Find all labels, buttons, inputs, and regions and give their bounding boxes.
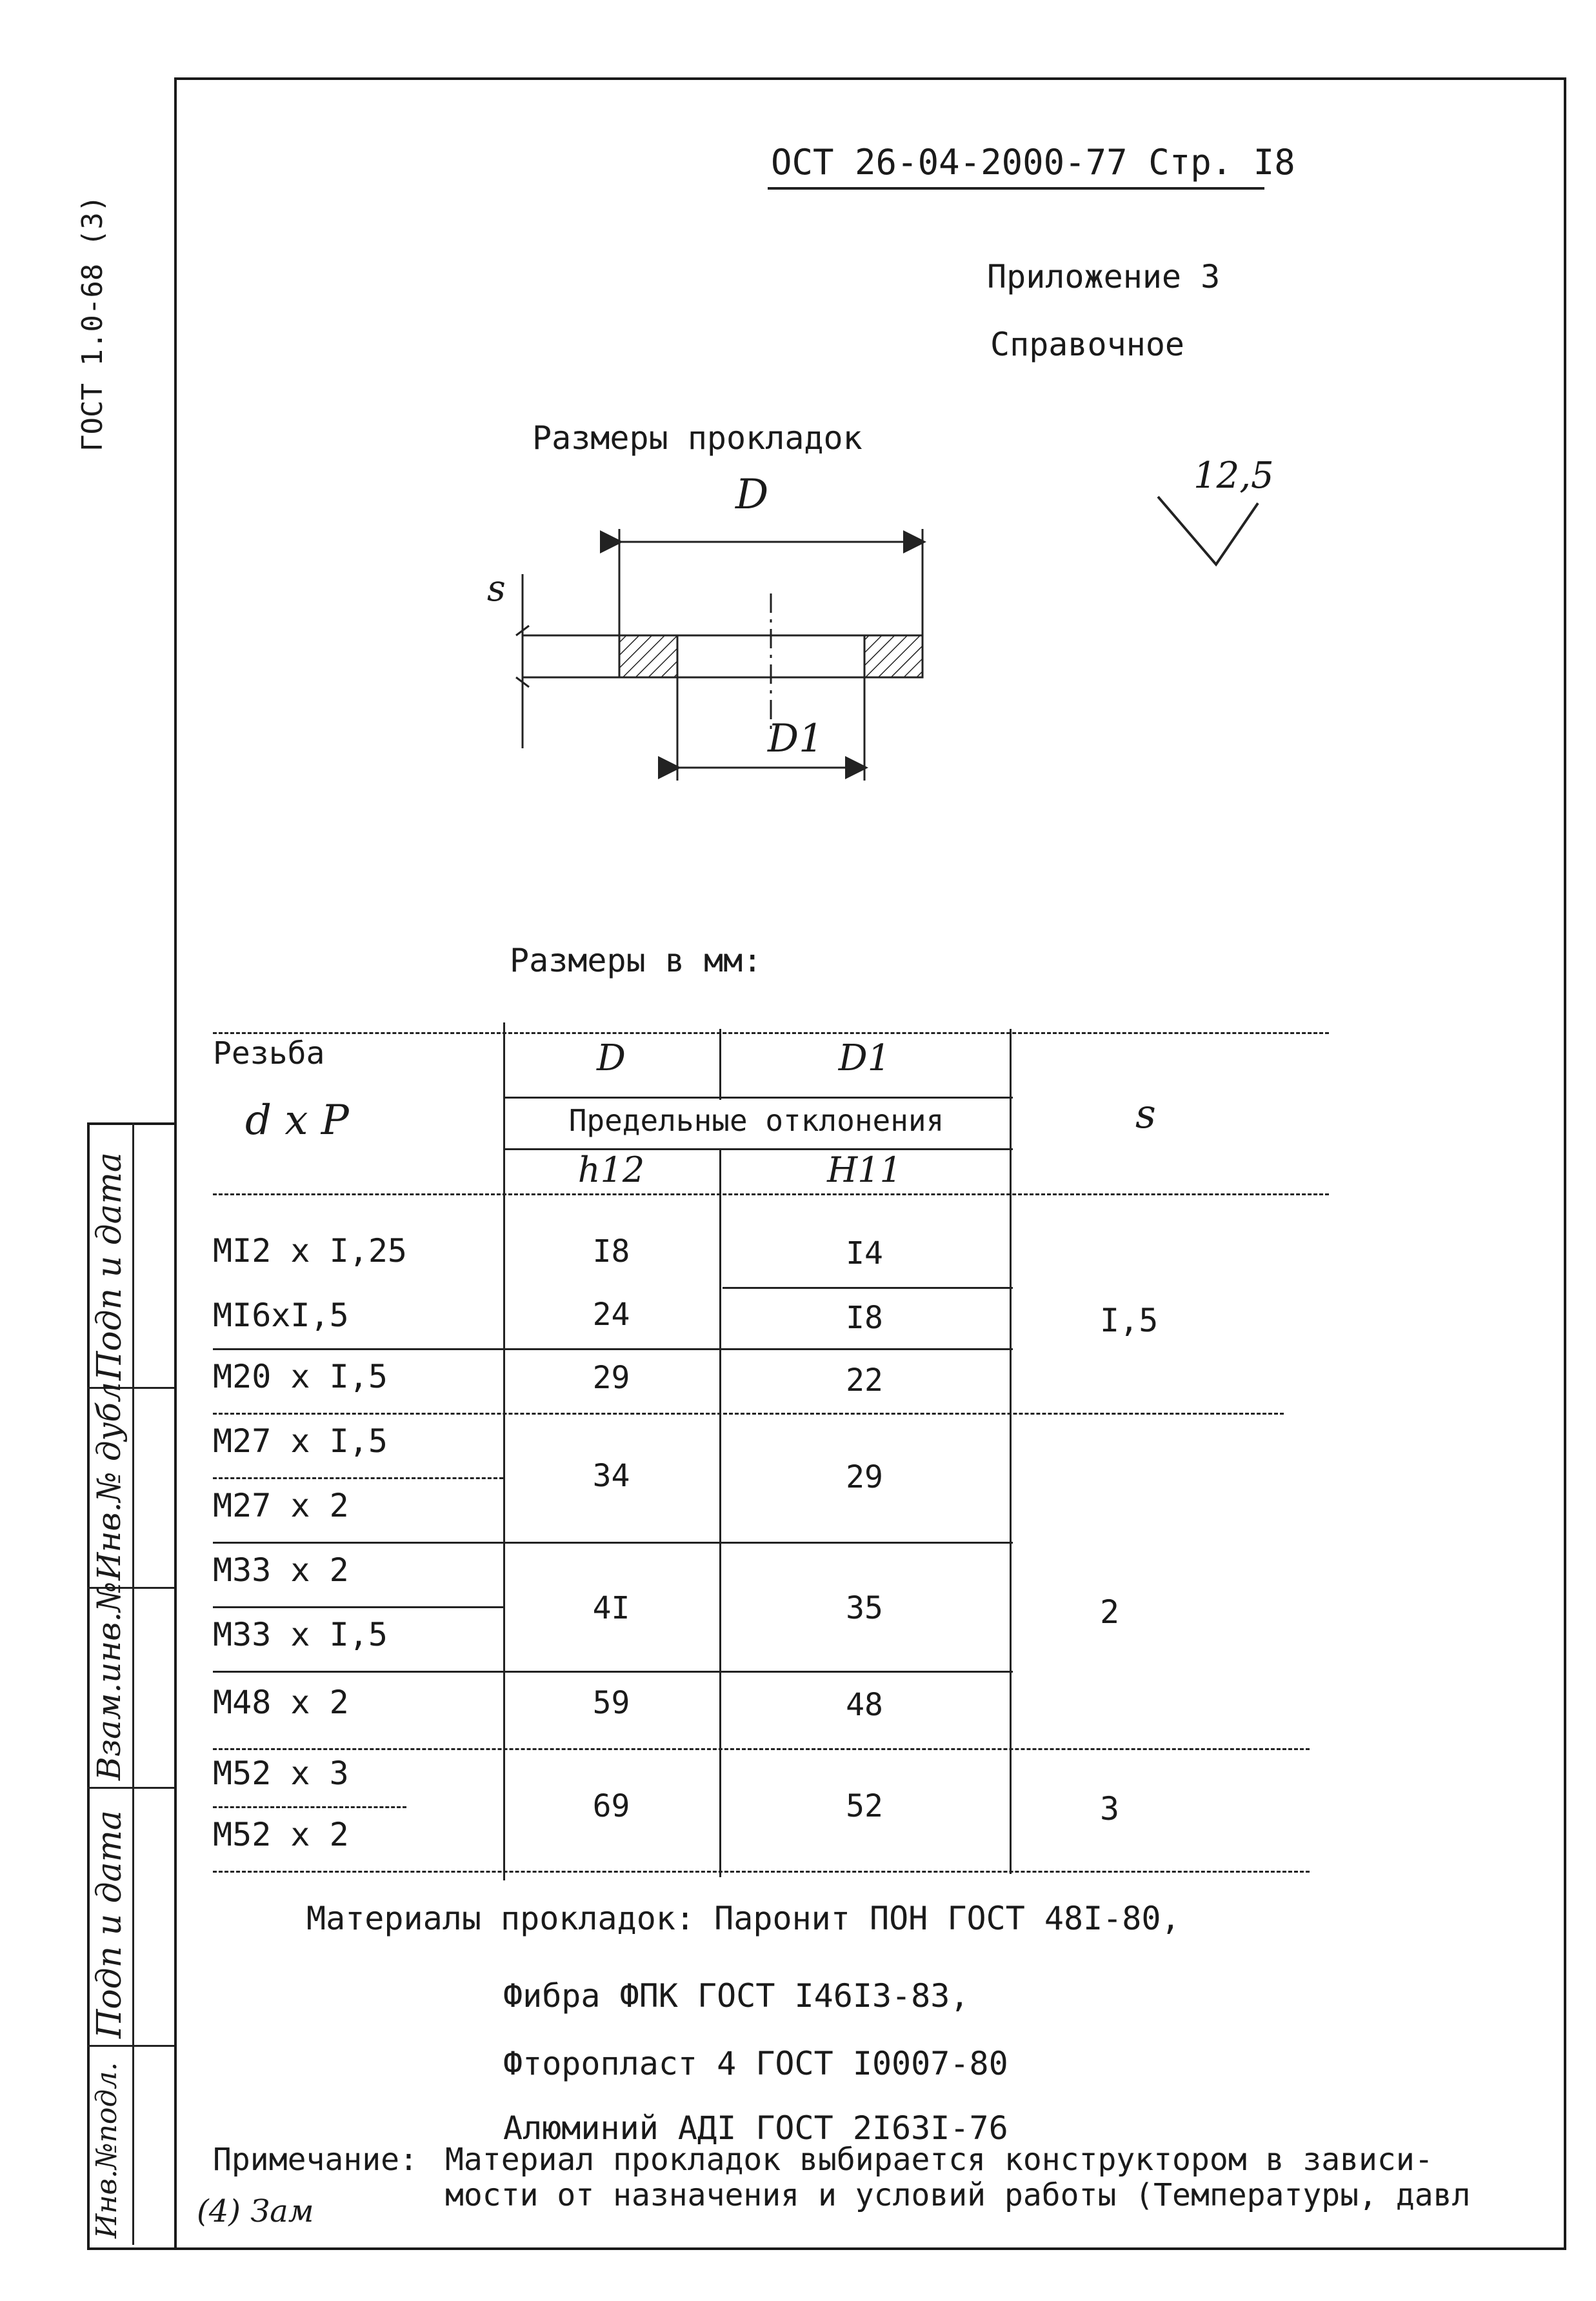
appendix-title: Приложение 3 (987, 258, 1221, 295)
strip-label-sign-date-2: Подп и дата (90, 1810, 129, 2038)
note-line-2: мости от назначения и условий работы (Температуры, давл (445, 2177, 1471, 2213)
strip-divider (87, 1787, 174, 1789)
document-reference: ОСТ 26-04-2000-77 Стр. I8 (771, 142, 1295, 183)
drawing-label-s: s (487, 568, 506, 610)
table-row-line (213, 1413, 1284, 1415)
drawing-title: Размеры прокладок (532, 419, 863, 457)
table-cell-d1: I4 (846, 1235, 883, 1271)
table-cell-thread: M33 x I,5 (213, 1616, 388, 1653)
table-cell-d1: 22 (846, 1362, 883, 1399)
table-row-line (213, 1477, 503, 1479)
table-cell-s: 2 (1100, 1593, 1120, 1631)
header-limit-deviations: Предельные отклонения (568, 1103, 944, 1138)
table-cell-d: 34 (592, 1458, 630, 1494)
table-cell-d: 24 (592, 1297, 630, 1333)
table-cell-d: 4I (592, 1590, 630, 1626)
table-row-line (213, 1806, 406, 1808)
header-tol-d1: H11 (827, 1150, 902, 1190)
table-row-line (213, 1542, 1013, 1544)
strip-inner-line (132, 1122, 134, 2245)
strip-label-inv-dubl: Инв.№ дубл (90, 1382, 128, 1580)
table-cell-d1: 52 (846, 1788, 883, 1824)
materials-line-3: Фторопласт 4 ГОСТ I0007-80 (503, 2045, 1008, 2082)
roughness-value: 12,5 (1193, 455, 1274, 497)
side-stamp: ГОСТ 1.0-68 (3) (76, 195, 109, 452)
note-label: Примечание: (213, 2142, 418, 2178)
note-line-1: Материал прокладок выбирается конструктором в зависи- (445, 2142, 1433, 2178)
materials-line-1: Материалы прокладок: Паронит ПОН ГОСТ 48I-80, (306, 1900, 1181, 1937)
table-cell-s: I,5 (1100, 1302, 1159, 1339)
table-bottom-line (213, 1871, 1310, 1873)
materials-line-2: Фибра ФПК ГОСТ I46I3-83, (503, 1977, 970, 2015)
table-cell-thread: M27 x 2 (213, 1487, 349, 1524)
header-thread-formula: d x P (245, 1097, 349, 1144)
header-col-d: D (597, 1037, 626, 1079)
table-cell-thread: M52 x 2 (213, 1816, 349, 1853)
table-cell-thread: M33 x 2 (213, 1551, 349, 1589)
strip-divider (87, 2045, 174, 2047)
header-thread: Резьба (213, 1035, 325, 1071)
gasket-section-right (864, 635, 923, 677)
table-cell-thread: M20 x I,5 (213, 1358, 388, 1395)
table-header-line (503, 1097, 1013, 1099)
table-cell-thread: M52 x 3 (213, 1755, 349, 1792)
table-cell-thread: M48 x 2 (213, 1684, 349, 1721)
table-cell-d1: 48 (846, 1687, 883, 1723)
drawing-label-d1: D1 (768, 716, 824, 761)
table-cell-d1: 35 (846, 1590, 883, 1626)
table-row-line (213, 1748, 1310, 1750)
materials-line-4: Алюминий АДI ГОСТ 2I63I-76 (503, 2109, 1008, 2147)
header-col-s: s (1135, 1090, 1156, 1137)
units-caption: Размеры в мм: (510, 942, 763, 979)
table-header-bottom (213, 1193, 1329, 1195)
roughness-symbol-icon (1155, 484, 1264, 574)
header-col-d1: D1 (838, 1037, 891, 1079)
table-cell-d: I8 (592, 1233, 630, 1270)
table-cell-s: 3 (1100, 1790, 1120, 1828)
header-underline (768, 187, 1264, 190)
table-cell-d: 29 (592, 1360, 630, 1396)
table-cell-d1: 29 (846, 1459, 883, 1495)
gasket-drawing (477, 464, 955, 800)
table-cell-d: 59 (592, 1685, 630, 1721)
strip-label-vzam-inv: Взам.инв.№ (90, 1581, 128, 1780)
table-row-line (213, 1671, 1013, 1673)
strip-label-inv-podl: Инв.№подл. (90, 2062, 123, 2238)
table-cell-thread: M27 x I,5 (213, 1422, 388, 1460)
table-row-line (213, 1606, 503, 1608)
table-cell-d: 69 (592, 1788, 630, 1824)
header-tol-d: h12 (577, 1150, 645, 1190)
table-cell-thread: MI6xI,5 (213, 1297, 349, 1334)
table-cell-d1: I8 (846, 1300, 883, 1336)
drawing-label-d: D (735, 471, 769, 519)
gasket-section-left (619, 635, 677, 677)
appendix-type: Справочное (990, 326, 1185, 363)
table-cell-thread: MI2 x I,25 (213, 1232, 408, 1270)
table-row-line (213, 1348, 1013, 1350)
table-col-line (1010, 1029, 1012, 1874)
table-top-line (213, 1032, 1329, 1034)
strip-label-sign-date-1: Подп и дата (90, 1152, 129, 1380)
handwritten-mark: (4) Зам (197, 2193, 314, 2229)
table-row-line (723, 1287, 1013, 1289)
